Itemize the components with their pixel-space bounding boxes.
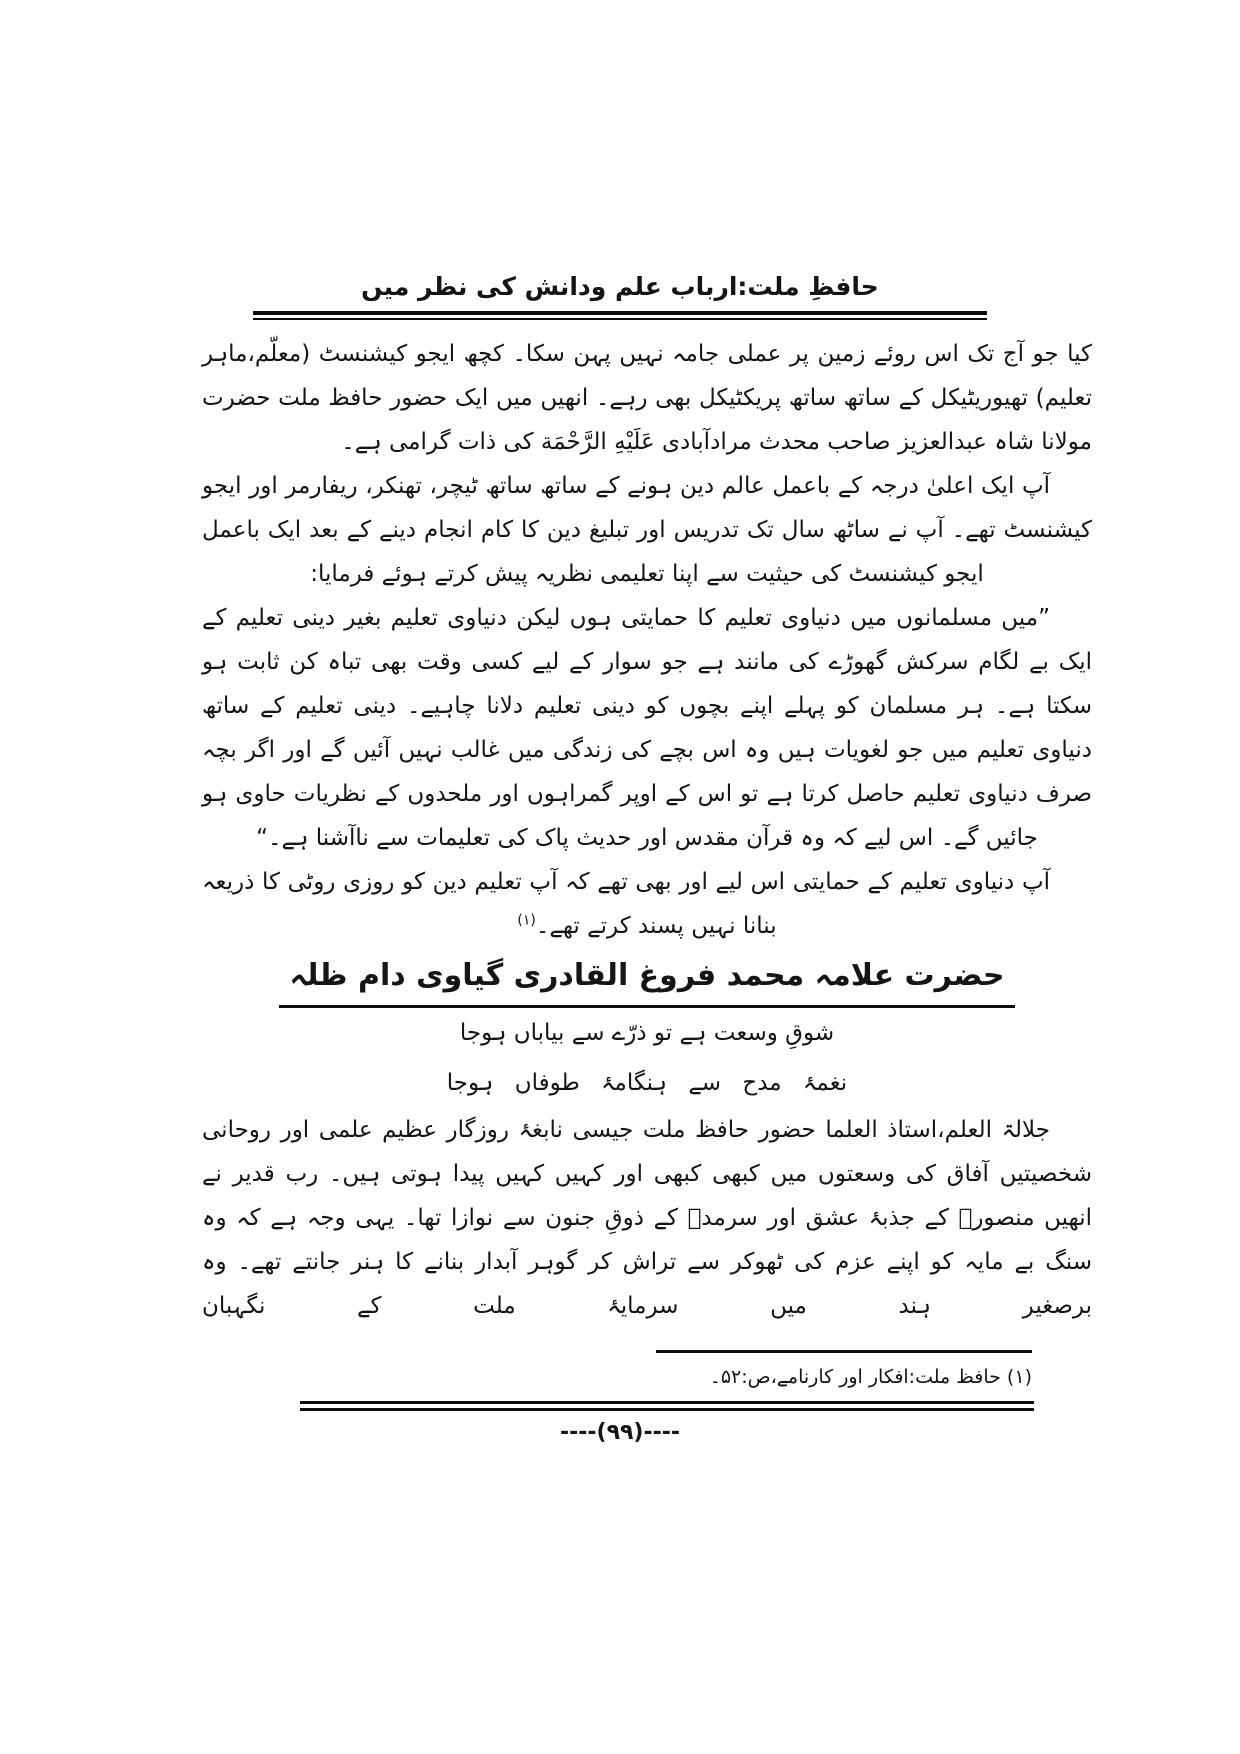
footnote-separator-rule [656,1350,1032,1353]
paragraph-rozi-roti-text: آپ دنیاوی تعلیم کے حمایتی اس لیے اور بھی تھے کہ آپ تعلیم دین کو روزی روٹی کا ذریعہ بنانا نہیں پسند کرتے تھے۔ [202,869,1050,939]
section-heading-block [202,956,1092,1008]
footnote-citation: (۱) حافظ ملت:افکار اور کارنامے،ص:۵۲۔ [709,1366,1032,1388]
paragraph-teacher-thinker-reformer: آپ ایک اعلیٰ درجہ کے باعمل عالم دین ہونے کے ساتھ ساتھ ٹیچر، تھنکر، ریفارمر اور ایجو کیشنسٹ تھے۔ آپ نے ساٹھ سال تک تدریس اور تبلیغ دین کا کام انجام دینے کے بعد ایک باعمل ایجو کیشنسٹ کی حیثیت سے اپنا تعلیمی نظریہ پیش کرتے ہوئے فرمایا: [202,473,1092,587]
paragraph-rozi-roti [202,860,1092,948]
section-heading-farogh-alqadri: حضرت علامہ محمد فروغ القادری گیاوی دام ظلہ [279,956,1014,1008]
blockquote-worldly-vs-religious-education: ”میں مسلمانوں میں دنیاوی تعلیم کا حمایتی ہوں لیکن دنیاوی تعلیم بغیر دینی تعلیم کے ایک بے لگام سرکش گھوڑے کی مانند ہے جو سوار کے لیے کسی وقت بھی تباہ کن ثابت ہو سکتا ہے۔ ہر مسلمان کو پہلے اپنے بچوں کو دینی تعلیم دلانا چاہیے۔ دینی تعلیم کے ساتھ دنیاوی تعلیم میں جو لغویات ہیں وہ اس بچے کی زندگی میں غالب نہیں آئیں گے اور اگر بچہ صرف دنیاوی تعلیم حاصل کرتا ہے تو اس کے اوپر گمراہوں اور ملحدوں کے نظریات حاوی ہو جائیں گے۔ اس لیے کہ وہ قرآن مقدس اور حدیث پاک کی تعلیمات سے ناآشنا ہے۔“ [202,605,1092,851]
running-header-title: حافظِ ملت:ارباب علم ودانش کی نظر میں [361,272,879,301]
header-double-rule [253,311,987,320]
paragraph-education-practical: کیا جو آج تک اس روئے زمین پر عملی جامہ نہیں پہن سکا۔ کچھ ایجو کیشنسٹ (معلّم،ماہر تعلیم) تھیوریٹیکل کے ساتھ ساتھ پریکٹیکل بھی رہے۔ انھیں میں ایک حضور حافظ ملت حضرت مولانا شاہ عبدالعزیز صاحب محدث مرادآبادی عَلَيْهِ الرَّحْمَة کی ذات گرامی ہے۔ [202,341,1092,455]
paragraph-jalalat-ul-ilm: جلالۃ العلم،استاذ العلما حضور حافظ ملت جیسی نابغۂ روزگار عظیم علمی اور روحانی شخصیتیں آفاق کی وسعتوں میں کبھی کبھی اور کہیں کہیں پیدا ہوتی ہیں۔ رب قدیر نے انھیں منصورؔ کے جذبۂ عشق اور سرمدؔ کے ذوقِ جنون سے نوازا تھا۔ یہی وجہ ہے کہ وہ سنگ بے مایہ کو اپنے عزم کی ٹھوکر سے تراش کر گوہر آبدار بنانے کا ہنر جانتے تھے۔ وہ برصغیر ہند میں سرمایۂ ملت کے نگہبان [202,1117,1092,1319]
footnote-reference-marker: (۱) [517,912,536,929]
verse-line-2: نغمۂ مدح سے ہنگامۂ طوفاں ہوجا [446,1070,848,1096]
page-number: ----(۹۹)---- [559,1420,680,1445]
footer-double-rule [300,1401,1034,1411]
page-body [202,332,1092,1328]
verse-line-1: شوقِ وسعت ہے تو ذرّے سے بیاباں ہوجا [459,1020,835,1046]
